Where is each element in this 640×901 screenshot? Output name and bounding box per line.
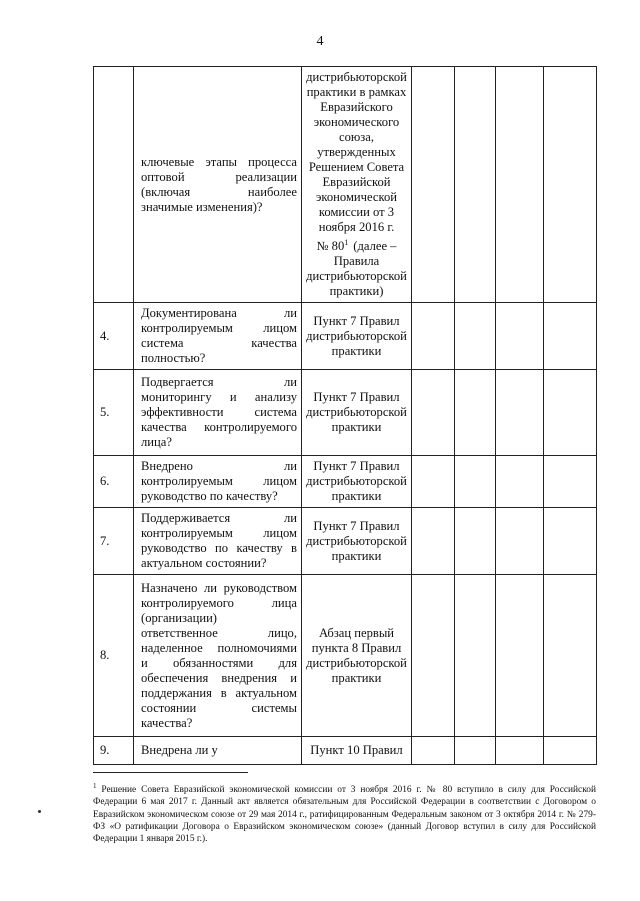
reference-cell [302, 575, 412, 737]
question-line: (организации) [141, 610, 217, 625]
reference-line [306, 235, 407, 254]
empty-cell [496, 67, 544, 303]
question-line: Внедрена ли у [141, 743, 218, 758]
question-line: лица? [141, 435, 172, 450]
reference-line [306, 329, 407, 344]
reference-line [306, 314, 407, 329]
question-line: состоянии системы [141, 700, 297, 715]
scan-dot [38, 810, 41, 813]
row-number: 4. [94, 303, 134, 370]
reference-line [306, 656, 407, 671]
question-line: значимые изменения)? [141, 199, 263, 214]
reference-text: практики [331, 343, 382, 358]
row-number: 9. [94, 737, 134, 765]
table-row [94, 575, 597, 737]
reference-line [306, 85, 407, 100]
reference-cell [302, 508, 412, 575]
empty-cell [455, 456, 496, 508]
question-cell [134, 370, 302, 456]
reference-text: практики [331, 420, 382, 435]
empty-cell [455, 67, 496, 303]
table-row [94, 508, 597, 575]
checklist-table [93, 66, 597, 765]
reference-text: Абзац первый [318, 625, 395, 640]
reference-line [306, 70, 407, 85]
reference-text: практики [331, 670, 382, 685]
reference-line [306, 743, 407, 758]
reference-text: пункта 8 Правил [311, 640, 402, 655]
reference-text: дистрибьюторской [306, 655, 407, 670]
empty-cell [544, 737, 597, 765]
reference-text: практики) [329, 284, 384, 299]
reference-cell [302, 67, 412, 303]
question-line: Назначено ли руководством [141, 580, 297, 595]
reference-line [306, 641, 407, 656]
reference-text: Пункт 10 Правил [310, 743, 403, 758]
footnote-text: Решение Совета Евразийской экономической комиссии от 3 ноября 2016 г. № 80 вступило в силу для Российской Федерации 6 мая 2017 г. Данный акт является обязательным для Российской Федерации в соответствии с Договором о Евразийском экономическом союзе от 29 мая 2014 г., ратифицированным Федеральным законом от 3 октября 2014 г. № 279-ФЗ «О ратификации Договора о Евразийском экономическом союзе» (данный Договор вступил в силу для Российской Федерации 1 января 2015 г.). [93, 785, 597, 844]
reference-line [306, 254, 407, 269]
reference-line [306, 534, 407, 549]
reference-text: практики [331, 489, 382, 504]
row-number: 7. [94, 508, 134, 575]
question-line: и обязанностями для [141, 655, 297, 670]
empty-cell [496, 303, 544, 370]
reference-text: утвержденных [317, 145, 396, 159]
empty-cell [455, 737, 496, 765]
row-number: 5. [94, 370, 134, 456]
question-line: Поддерживается ли [141, 511, 297, 526]
row-number: 8. [94, 575, 134, 737]
table-row [94, 67, 597, 303]
empty-cell [412, 67, 455, 303]
row-number: 6. [94, 456, 134, 508]
row-number [94, 67, 134, 303]
question-line: обеспечения внедрения и [141, 670, 297, 685]
reference-line [306, 459, 407, 474]
question-line: полностью? [141, 351, 206, 366]
reference-line [306, 390, 407, 405]
question-line: Внедрено ли [141, 459, 297, 474]
footnote-rule [93, 772, 248, 773]
empty-cell [412, 303, 455, 370]
empty-cell [455, 303, 496, 370]
table-row [94, 737, 597, 765]
reference-text: экономической [315, 190, 398, 204]
reference-text: Пункт 7 Правил [313, 390, 400, 405]
reference-text: практики в рамках [306, 85, 407, 99]
reference-text: ноября 2016 г. [318, 220, 395, 234]
table-row [94, 370, 597, 456]
question-line: контролируемым лицом [141, 474, 297, 489]
question-line: качества контролируемого [141, 420, 297, 435]
reference-text: дистрибьюторской [306, 70, 407, 84]
reference-line [306, 519, 407, 534]
question-cell [134, 67, 302, 303]
empty-cell [412, 456, 455, 508]
reference-cell [302, 370, 412, 456]
empty-cell [496, 370, 544, 456]
empty-cell [412, 575, 455, 737]
reference-line [306, 160, 407, 175]
reference-text: дистрибьюторской [306, 269, 407, 284]
question-line: качества? [141, 715, 193, 730]
question-line: актуальном состоянии? [141, 556, 267, 571]
reference-text: союза, [338, 130, 374, 144]
page-number: 4 [316, 34, 324, 49]
empty-cell [496, 508, 544, 575]
question-line: руководство по качеству в [141, 541, 297, 556]
empty-cell [455, 370, 496, 456]
question-cell [134, 303, 302, 370]
question-line: руководство по качеству? [141, 489, 278, 504]
empty-cell [496, 456, 544, 508]
question-cell [134, 456, 302, 508]
question-line: ключевые этапы процесса [141, 154, 297, 169]
question-cell [134, 575, 302, 737]
reference-text: экономического [313, 115, 400, 129]
reference-line [306, 115, 407, 130]
question-cell [134, 737, 302, 765]
reference-text: дистрибьюторской [306, 405, 407, 420]
reference-line [306, 175, 407, 190]
reference-text: комиссии от 3 [318, 205, 395, 219]
table-row [94, 456, 597, 508]
reference-text: Пункт 7 Правил [313, 518, 400, 533]
reference-line [306, 284, 407, 299]
reference-line [306, 489, 407, 504]
reference-text: № 80 [316, 239, 345, 254]
reference-line [306, 626, 407, 641]
reference-line [306, 671, 407, 686]
reference-text: Евразийского [320, 100, 393, 114]
empty-cell [544, 370, 597, 456]
empty-cell [412, 508, 455, 575]
reference-text: дистрибьюторской [306, 474, 407, 489]
reference-line [306, 220, 407, 235]
empty-cell [412, 370, 455, 456]
question-line: Документирована ли [141, 306, 297, 321]
question-cell [134, 508, 302, 575]
reference-text: Пункт 7 Правил [313, 313, 400, 328]
empty-cell [412, 737, 455, 765]
reference-text: Евразийской [322, 175, 391, 189]
question-line: контролируемым лицом [141, 321, 297, 336]
question-line: (включая наиболее [141, 184, 297, 199]
footnote-ref: 1 [344, 238, 349, 247]
question-line: система качества [141, 336, 297, 351]
footnote [93, 780, 596, 845]
question-line: оптовой реализации [141, 169, 297, 184]
empty-cell [496, 575, 544, 737]
empty-cell [455, 575, 496, 737]
reference-cell [302, 303, 412, 370]
empty-cell [544, 67, 597, 303]
reference-text: Пункт 7 Правил [313, 459, 400, 474]
question-line: эффективности система [141, 405, 297, 420]
empty-cell [544, 456, 597, 508]
reference-cell [302, 456, 412, 508]
reference-line [306, 205, 407, 220]
reference-line [306, 190, 407, 205]
question-line: ответственное лицо, [141, 625, 297, 640]
reference-text: дистрибьюторской [306, 533, 407, 548]
empty-cell [544, 303, 597, 370]
reference-text: Правила [333, 254, 380, 269]
question-line: Подвергается ли [141, 375, 297, 390]
empty-cell [544, 575, 597, 737]
empty-cell [455, 508, 496, 575]
question-line: мониторингу и анализу [141, 390, 297, 405]
reference-line [306, 269, 407, 284]
reference-line [306, 145, 407, 160]
empty-cell [544, 508, 597, 575]
reference-line [306, 130, 407, 145]
reference-text: дистрибьюторской [306, 328, 407, 343]
table-row [94, 303, 597, 370]
reference-line [306, 549, 407, 564]
reference-line [306, 474, 407, 489]
reference-cell [302, 737, 412, 765]
question-line: контролируемого лица [141, 595, 297, 610]
reference-line [306, 100, 407, 115]
footnote-mark: 1 [93, 782, 97, 790]
reference-line [306, 420, 407, 435]
question-line: поддержания в актуальном [141, 685, 297, 700]
reference-text: практики [331, 548, 382, 563]
empty-cell [496, 737, 544, 765]
reference-text: Решением Совета [308, 160, 405, 174]
reference-text: (далее – [353, 239, 397, 254]
reference-line [306, 405, 407, 420]
question-line: наделенное полномочиями [141, 640, 297, 655]
question-line: контролируемым лицом [141, 526, 297, 541]
reference-line [306, 344, 407, 359]
